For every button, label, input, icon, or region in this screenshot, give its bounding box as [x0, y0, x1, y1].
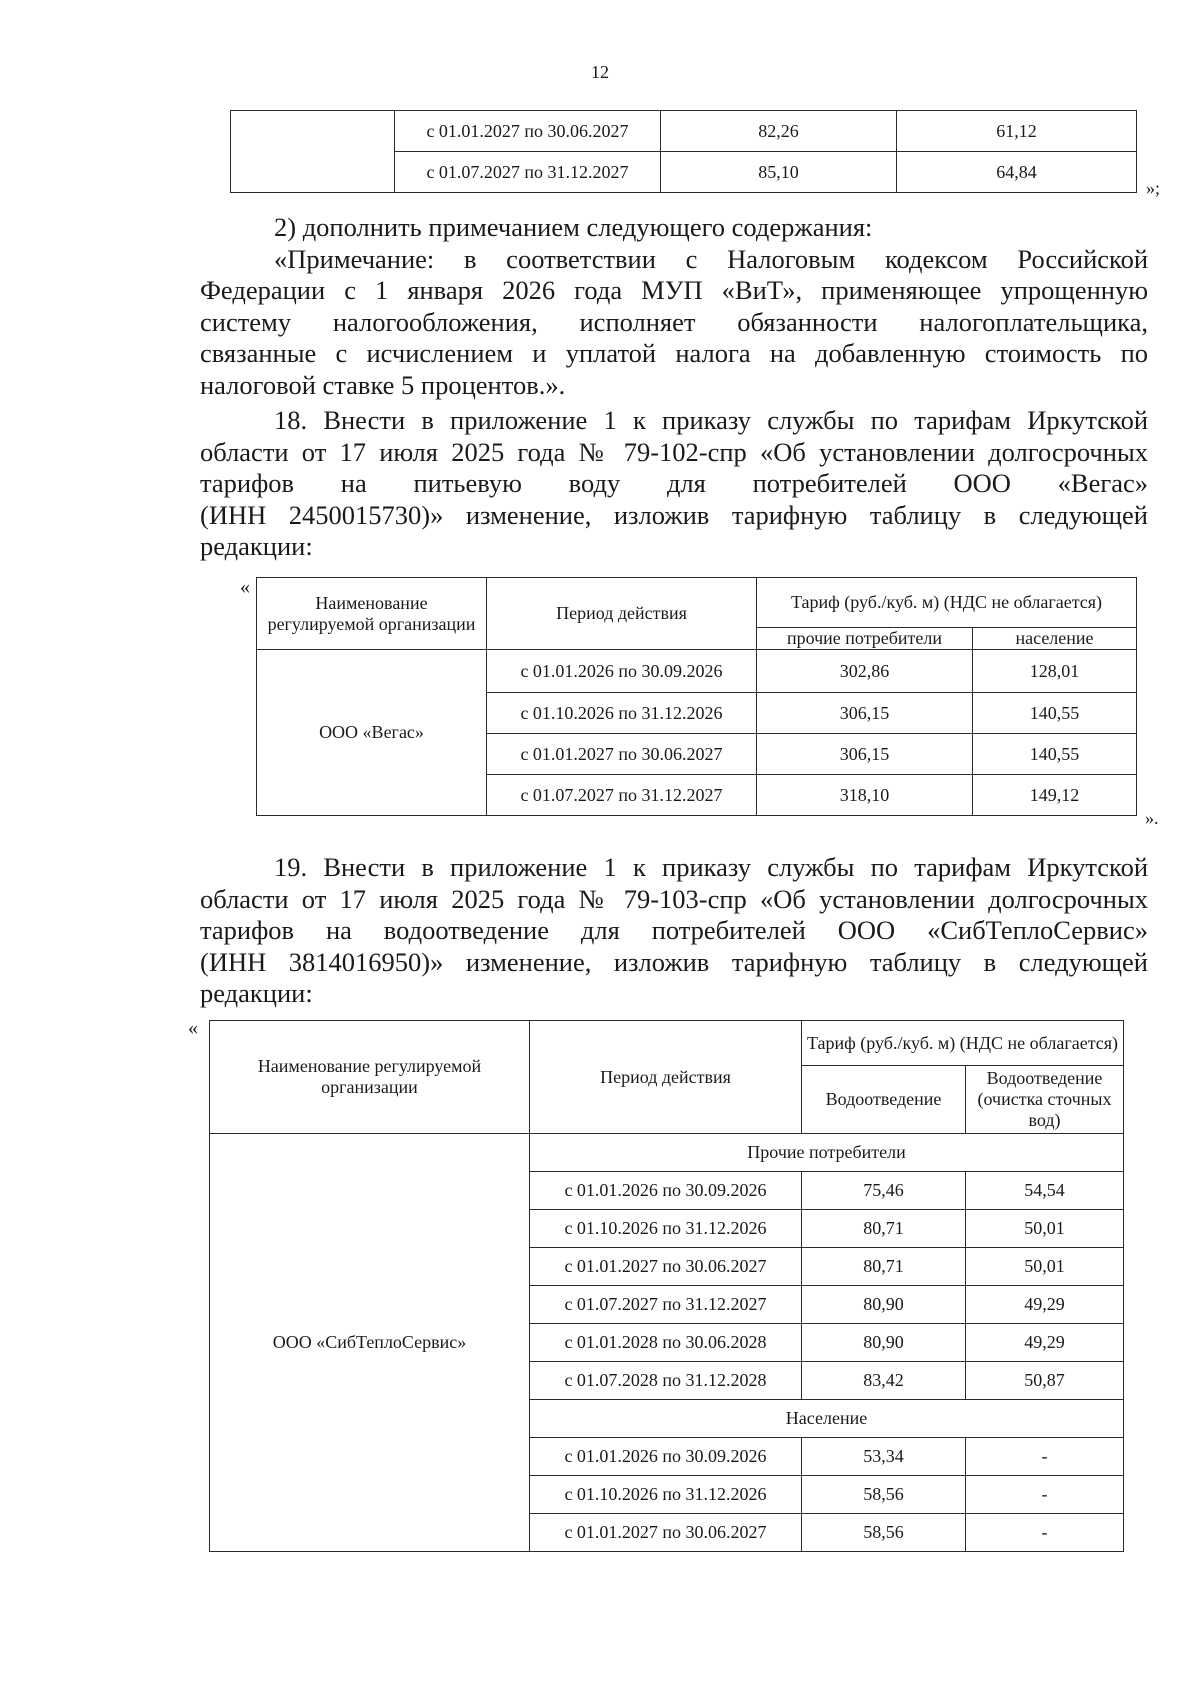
value-cell: 64,84: [897, 152, 1137, 193]
value-cell: 58,56: [802, 1476, 966, 1514]
value-cell: 80,71: [802, 1210, 966, 1248]
header-wastewater: Водоотведение: [802, 1066, 966, 1134]
tariff-table-continuation: [230, 110, 1137, 193]
org-cell-empty: [231, 111, 395, 193]
period-cell: с 01.10.2026 по 31.12.2026: [530, 1210, 802, 1248]
value-cell: 75,46: [802, 1172, 966, 1210]
value-cell: 82,26: [661, 111, 897, 152]
value-cell: 49,29: [966, 1286, 1124, 1324]
value-cell: -: [966, 1476, 1124, 1514]
paragraph-line: тарифов на питьевую воду для потребителей ООО «Вегас»: [200, 468, 1148, 498]
org-name-cell: ООО «СибТеплоСервис»: [210, 1134, 530, 1552]
paragraph-line: области от 17 июля 2025 года № 79-102-спр «Об установлении долгосрочных: [200, 436, 1148, 467]
paragraph-line: тарифов на водоотведение для потребителей ООО «СибТеплоСервис»: [200, 915, 1148, 945]
header-other-consumers: прочие потребители: [757, 628, 973, 650]
table-close-mark: ».: [1145, 808, 1159, 828]
period-cell: с 01.01.2026 по 30.09.2026: [487, 650, 757, 693]
paragraph-line: Федерации с 1 января 2026 года МУП «ВиТ», применяющее упрощенную: [200, 275, 1148, 305]
paragraph-line: редакции:: [200, 978, 313, 1008]
period-cell: с 01.01.2026 по 30.09.2026: [530, 1438, 802, 1476]
period-cell: с 01.01.2027 по 30.06.2027: [530, 1248, 802, 1286]
value-cell: 53,34: [802, 1438, 966, 1476]
tariff-table-vegas: [256, 577, 1137, 816]
value-cell: 306,15: [757, 734, 973, 775]
paragraph-line: систему налогообложения, исполняет обязанности налогоплательщика,: [200, 306, 1148, 337]
value-cell: 49,29: [966, 1324, 1124, 1362]
paragraph-line: «Примечание: в соответствии с Налоговым кодексом Российской: [274, 243, 1148, 274]
section-other-consumers: Прочие потребители: [530, 1134, 1124, 1172]
paragraph-line: 2) дополнить примечанием следующего содержания:: [274, 212, 873, 242]
paragraph-2: [200, 212, 1148, 401]
header-tariff: Тариф (руб./куб. м) (НДС не облагается): [802, 1021, 1124, 1066]
value-cell: 140,55: [973, 693, 1137, 734]
period-cell: с 01.10.2026 по 31.12.2026: [487, 693, 757, 734]
period-cell: с 01.07.2027 по 31.12.2027: [395, 152, 661, 193]
value-cell: 83,42: [802, 1362, 966, 1400]
value-cell: 80,90: [802, 1324, 966, 1362]
paragraph-line: связанные с исчислением и уплатой налога на добавленную стоимость по: [200, 338, 1148, 368]
value-cell: 50,87: [966, 1362, 1124, 1400]
paragraph-18: [200, 405, 1148, 563]
table-close-mark: »;: [1146, 178, 1161, 198]
table-open-mark: «: [188, 1017, 198, 1039]
paragraph-19: [200, 852, 1148, 1010]
page-number: 12: [591, 62, 609, 82]
value-cell: 302,86: [757, 650, 973, 693]
header-population: население: [973, 628, 1137, 650]
paragraph-line: (ИНН 3814016950)» изменение, изложив тарифную таблицу в следующей: [200, 946, 1148, 977]
value-cell: 58,56: [802, 1514, 966, 1552]
period-cell: с 01.01.2028 по 30.06.2028: [530, 1324, 802, 1362]
paragraph-line: (ИНН 2450015730)» изменение, изложив тарифную таблицу в следующей: [200, 499, 1148, 530]
value-cell: 128,01: [973, 650, 1137, 693]
table-open-mark: «: [240, 576, 250, 598]
org-name-cell: ООО «Вегас»: [257, 650, 487, 816]
period-cell: с 01.07.2028 по 31.12.2028: [530, 1362, 802, 1400]
paragraph-line: 18. Внести в приложение 1 к приказу службы по тарифам Иркутской: [274, 405, 1148, 435]
period-cell: с 01.07.2027 по 31.12.2027: [530, 1286, 802, 1324]
period-cell: с 01.01.2027 по 30.06.2027: [530, 1514, 802, 1552]
header-period: Период действия: [530, 1021, 802, 1134]
value-cell: 61,12: [897, 111, 1137, 152]
value-cell: 80,90: [802, 1286, 966, 1324]
value-cell: 80,71: [802, 1248, 966, 1286]
header-tariff: Тариф (руб./куб. м) (НДС не облагается): [757, 578, 1137, 628]
paragraph-line: 19. Внести в приложение 1 к приказу службы по тарифам Иркутской: [274, 852, 1148, 882]
period-cell: с 01.07.2027 по 31.12.2027: [487, 775, 757, 816]
value-cell: 85,10: [661, 152, 897, 193]
value-cell: 149,12: [973, 775, 1137, 816]
value-cell: 318,10: [757, 775, 973, 816]
header-wastewater-cleaning: Водоотведение (очистка сточных вод): [966, 1066, 1124, 1134]
value-cell: 50,01: [966, 1210, 1124, 1248]
section-population: Население: [530, 1400, 1124, 1438]
value-cell: 50,01: [966, 1248, 1124, 1286]
value-cell: -: [966, 1438, 1124, 1476]
paragraph-line: редакции:: [200, 531, 313, 561]
paragraph-line: налоговой ставке 5 процентов.».: [200, 369, 566, 400]
period-cell: с 01.01.2027 по 30.06.2027: [487, 734, 757, 775]
header-org: Наименование регулируемой организации: [210, 1021, 530, 1134]
tariff-table-sibteploservis: [209, 1020, 1124, 1552]
header-period: Период действия: [487, 578, 757, 650]
header-org: Наименование регулируемой организации: [257, 578, 487, 650]
value-cell: 54,54: [966, 1172, 1124, 1210]
value-cell: 306,15: [757, 693, 973, 734]
paragraph-line: области от 17 июля 2025 года № 79-103-спр «Об установлении долгосрочных: [200, 883, 1148, 914]
period-cell: с 01.10.2026 по 31.12.2026: [530, 1476, 802, 1514]
period-cell: с 01.01.2026 по 30.09.2026: [530, 1172, 802, 1210]
value-cell: 140,55: [973, 734, 1137, 775]
value-cell: -: [966, 1514, 1124, 1552]
period-cell: с 01.01.2027 по 30.06.2027: [395, 111, 661, 152]
